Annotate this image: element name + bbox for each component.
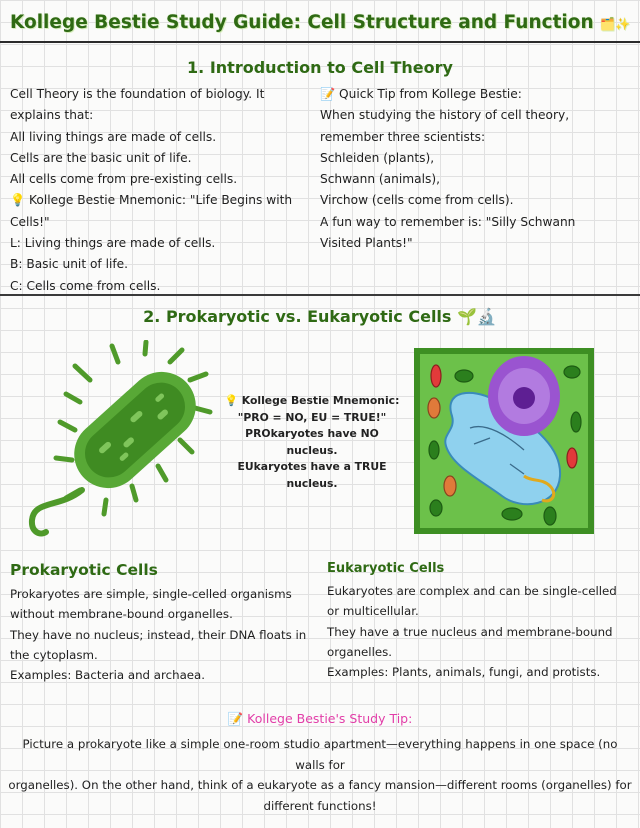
section2-heading: 2. Prokaryotic vs. Eukaryotic Cells 🌱🔬	[143, 307, 497, 326]
cell-theory-line: explains that:	[10, 108, 94, 123]
cell-theory-line: Cells are the basic unit of life.	[10, 150, 192, 165]
prokaryotic-line: They have no nucleus; instead, their DNA floats in	[10, 627, 307, 642]
study-tip-heading: 📝 Kollege Bestie's Study Tip:	[227, 711, 413, 726]
prokaryotic-line: Prokaryotes are simple, single-celled organisms	[10, 587, 292, 601]
cell-theory-line: All living things are made of cells.	[10, 129, 217, 144]
prokaryotic-line: Examples: Bacteria and archaea.	[10, 668, 206, 683]
quick-tip-line: When studying the history of cell theory,	[320, 108, 570, 123]
eukaryotic-line: Eukaryotes are complex and can be single-celled	[327, 584, 617, 598]
pro-eu-mnemonic	[222, 393, 402, 492]
study-tip-line: organelles). On the other hand, think of a eukaryote as a fancy mansion—different rooms (organelles) for	[8, 778, 632, 792]
bacterium-flagellum	[32, 490, 82, 534]
quick-tip-line: Schleiden (plants),	[320, 150, 435, 165]
quick-tip-line: 📝 Quick Tip from Kollege Bestie:	[320, 87, 522, 101]
mnemonic-line: nucleus.	[286, 443, 338, 457]
cell-theory-line: 💡 Kollege Bestie Mnemonic: "Life Begins with	[10, 193, 293, 208]
cell-theory-line: L: Living things are made of cells.	[10, 236, 216, 251]
prokaryotic-heading	[10, 561, 158, 579]
cell-theory-line: C: Cells come from cells.	[10, 278, 161, 293]
bacterium-illustration	[20, 340, 220, 540]
section-divider	[0, 294, 640, 296]
prokaryotic-text	[10, 584, 320, 685]
section1-heading: 1. Introduction to Cell Theory	[187, 58, 453, 77]
cell-theory-line: All cells come from pre-existing cells.	[10, 172, 238, 187]
prokaryotic-line: the cytoplasm.	[10, 647, 98, 662]
cell-theory-line: B: Basic unit of life.	[10, 257, 129, 272]
study-tip-body	[6, 734, 634, 816]
quick-tip-line: Visited Plants!"	[320, 236, 413, 251]
eukaryotic-text	[327, 581, 633, 682]
page-title-text: Kollege Bestie Study Guide: Cell Structure and Function	[10, 12, 594, 33]
eukaryotic-heading-text: Eukaryotic Cells	[327, 561, 445, 576]
mnemonic-line: EUkaryotes have a TRUE	[237, 460, 387, 473]
cell-theory-line: Cells!"	[10, 214, 50, 229]
plant-cell-nucleolus	[513, 387, 535, 409]
mnemonic-line: nucleus.	[286, 476, 338, 490]
eukaryotic-line: They have a true nucleus and membrane-bound	[327, 624, 613, 639]
title-emoji: 🗂️✨	[600, 17, 630, 31]
mnemonic-line: PROkaryotes have NO	[245, 427, 379, 440]
quick-tip-line: Virchow (cells come from cells).	[320, 193, 514, 208]
quick-tip-line: Schwann (animals),	[320, 172, 440, 187]
quick-tip-line: A fun way to remember is: "Silly Schwann	[320, 214, 576, 229]
prokaryotic-line: without membrane-bound organelles.	[10, 607, 233, 622]
study-tip-line: Picture a prokaryote like a simple one-room studio apartment—everything happens in one space (no walls for	[22, 737, 618, 772]
plant-cell-illustration	[412, 346, 596, 536]
quick-tip-column	[320, 84, 632, 254]
eukaryotic-line: or multicellular.	[327, 604, 419, 619]
eukaryotic-line: organelles.	[327, 644, 393, 659]
eukaryotic-heading	[327, 561, 444, 576]
study-tip-line: different functions!	[263, 798, 377, 813]
title-underline	[0, 41, 640, 43]
quick-tip-line: remember three scientists:	[320, 129, 486, 144]
prokaryotic-heading-text: Prokaryotic Cells	[10, 561, 158, 579]
cell-theory-line: Cell Theory is the foundation of biology. It	[10, 87, 265, 101]
mnemonic-line: "PRO = NO, EU = TRUE!"	[237, 410, 387, 424]
mnemonic-line: 💡 Kollege Bestie Mnemonic:	[224, 394, 400, 407]
cell-theory-column	[10, 84, 310, 297]
page-title	[0, 12, 640, 33]
eukaryotic-line: Examples: Plants, animals, fungi, and protists.	[327, 665, 601, 680]
